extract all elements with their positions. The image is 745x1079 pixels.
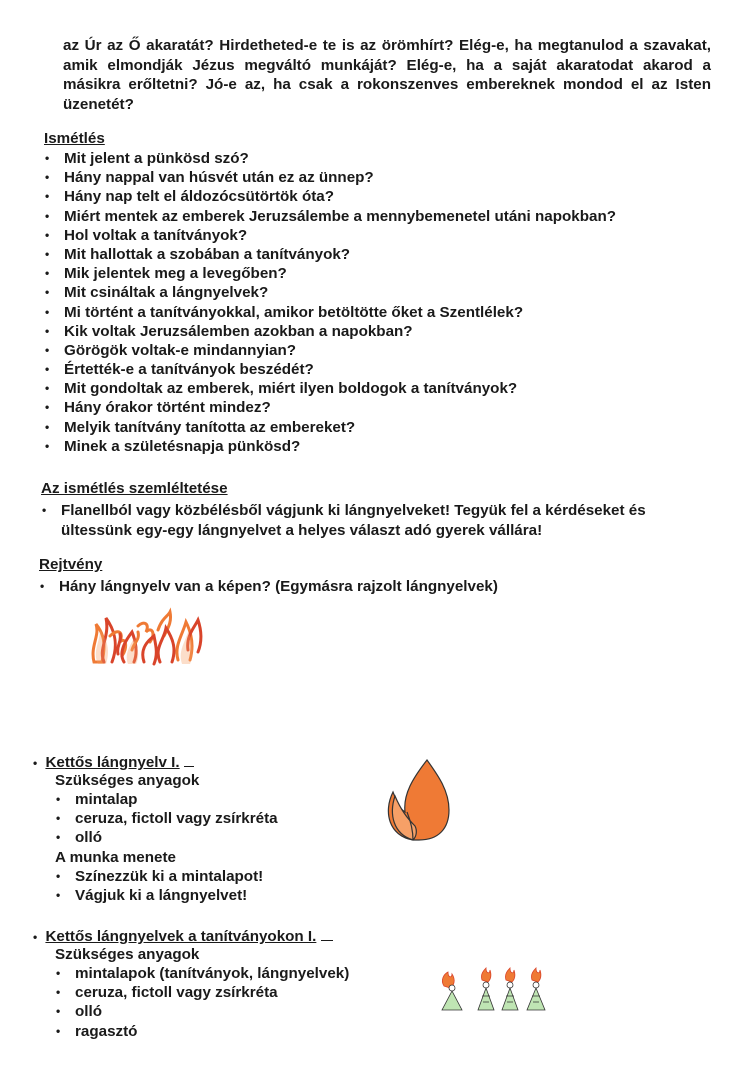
craft1-materials-list — [53, 790, 278, 848]
title-underline — [321, 940, 333, 941]
review-question-text: Hol voltak a tanítványok? — [64, 226, 248, 244]
bullet: • — [56, 966, 61, 980]
review-question — [42, 207, 616, 226]
illustration-item — [39, 501, 711, 540]
material-item — [53, 809, 278, 828]
review-question — [42, 437, 616, 456]
bullet: • — [45, 323, 50, 338]
material-item-text: ragasztó — [75, 1022, 138, 1040]
material-item — [53, 828, 278, 847]
review-question — [42, 168, 616, 187]
puzzle-title: Rejtvény — [39, 556, 103, 573]
review-question — [42, 245, 616, 264]
title-underline — [184, 766, 194, 767]
review-question-text: Értették-e a tanítványok beszédét? — [64, 361, 314, 379]
overlapping-flames-image — [88, 606, 206, 668]
material-item — [53, 1022, 349, 1041]
bullet: • — [45, 189, 50, 204]
material-item-text: ceruza, fictoll vagy zsírkréta — [75, 984, 278, 1002]
disciple-2 — [478, 968, 494, 1010]
bullet: • — [56, 811, 61, 826]
review-question — [42, 283, 616, 302]
bullet: • — [42, 503, 47, 517]
craft1-steps-list — [53, 867, 263, 905]
illustration-title: Az ismétlés szemléltetése — [41, 480, 228, 497]
craft2-materials-heading: Szükséges anyagok — [55, 946, 200, 963]
bullet: • — [56, 869, 61, 883]
review-question-text: Mi történt a tanítványokkal, amikor betöltötte őket a Szentlélek? — [64, 303, 524, 321]
review-question — [42, 264, 616, 283]
material-item-text: mintalap — [75, 791, 138, 808]
review-question-text: Mit gondoltak az emberek, miért ilyen boldogok a tanítványok? — [64, 380, 518, 398]
bullet: • — [45, 400, 50, 415]
review-question — [42, 149, 616, 168]
review-question-text: Mik jelentek meg a levegőben? — [64, 265, 287, 283]
bullet: • — [56, 985, 61, 1000]
review-question-text: Melyik tanítvány tanította az embereket? — [64, 418, 356, 436]
review-question-text: Mit csináltak a lángnyelvek? — [64, 284, 269, 302]
craft1-materials-heading: Szükséges anyagok — [55, 772, 200, 789]
bullet: • — [45, 208, 50, 223]
material-item — [53, 790, 278, 809]
bullet: • — [45, 151, 50, 165]
bullet: • — [56, 792, 61, 806]
bullet: • — [33, 756, 38, 770]
review-question — [42, 418, 616, 437]
review-question-list — [42, 149, 616, 456]
bullet: • — [56, 830, 61, 845]
craft1-steps-heading: A munka menete — [55, 849, 176, 866]
craft2-materials-list — [53, 964, 349, 1041]
review-question — [42, 341, 616, 360]
disciple-4 — [527, 968, 545, 1010]
bullet: • — [45, 266, 50, 281]
review-question-text: Hány nap telt el áldozócsütörtök óta? — [64, 188, 335, 206]
step-item — [53, 886, 263, 905]
material-item — [53, 1002, 349, 1021]
material-item-text: ceruza, fictoll vagy zsírkréta — [75, 810, 278, 828]
review-question-text: Mit hallottak a szobában a tanítványok? — [64, 245, 351, 263]
disciple-1 — [442, 972, 462, 1010]
bullet: • — [56, 1023, 61, 1038]
review-question-text: Mit jelent a pünkösd szó? — [64, 150, 249, 167]
bullet: • — [45, 362, 50, 377]
review-question-text: Kik voltak Jeruzsálemben azokban a napokban? — [64, 322, 413, 340]
review-question — [42, 187, 616, 206]
double-flame-image — [383, 756, 455, 842]
bullet: • — [45, 438, 50, 453]
material-item-text: olló — [75, 829, 102, 847]
review-question — [42, 322, 616, 341]
bullet: • — [40, 579, 45, 593]
bullet: • — [45, 170, 50, 185]
bullet: • — [56, 1004, 61, 1019]
bullet: • — [33, 930, 38, 944]
review-question — [42, 226, 616, 245]
review-question-text: Minek a születésnapja pünkösd? — [64, 437, 301, 455]
material-item — [53, 964, 349, 983]
craft2-title-text: Kettős lángnyelvek a tanítványokon I. — [45, 928, 317, 945]
bullet: • — [45, 227, 50, 242]
disciple-3 — [502, 968, 518, 1010]
step-item-text: Színezzük ki a mintalapot! — [75, 868, 264, 885]
bullet: • — [45, 285, 50, 300]
craft1-title-text: Kettős lángnyelv I. — [45, 754, 180, 771]
material-item — [53, 983, 349, 1002]
material-item-text: olló — [75, 1003, 102, 1021]
review-question — [42, 398, 616, 417]
intro-paragraph: az Úr az Ő akaratát? Hirdetheted-e te is az örömhírt? Elég-e, ha megtanulod a szavakat, amik elmondják Jézus megváltó munkáját? Elég-e, ha a saját akaratodat akarod a másikra erőltetni? Jó-e az, ha csak a rokonszenves embereknek mondod el az Isten üzenetét? — [63, 37, 711, 113]
review-question — [42, 303, 616, 322]
illustration-text: Flanellból vagy közbélésből vágjunk ki lángnyelveket! Tegyük fel a kérdéseket és ültessünk egy-egy lángnyelvet a helyes választ adó gyerek vállára! — [61, 502, 646, 539]
bullet: • — [45, 246, 50, 261]
review-question-text: Miért mentek az emberek Jeruzsálembe a mennybemenetel utáni napokban? — [64, 207, 617, 225]
review-question — [42, 379, 616, 398]
craft2-title — [33, 927, 333, 947]
craft1-title — [33, 753, 194, 773]
puzzle-item — [37, 577, 709, 596]
step-item-text: Vágjuk ki a lángnyelvet! — [75, 887, 248, 905]
bullet: • — [45, 381, 50, 396]
bullet: • — [45, 342, 50, 357]
bullet: • — [45, 419, 50, 434]
review-question-text: Görögök voltak-e mindannyian? — [64, 341, 297, 359]
bullet: • — [45, 304, 50, 319]
review-question-text: Hány nappal van húsvét után ez az ünnep? — [64, 169, 374, 187]
bullet: • — [56, 888, 61, 903]
review-question-text: Hány órakor történt mindez? — [64, 399, 271, 417]
puzzle-text: Hány lángnyelv van a képen? (Egymásra rajzolt lángnyelvek) — [59, 578, 498, 595]
material-item-text: mintalapok (tanítványok, lángnyelvek) — [75, 965, 350, 982]
review-title: Ismétlés — [44, 130, 105, 147]
review-question — [42, 360, 616, 379]
step-item — [53, 867, 263, 886]
disciples-with-flames-image — [436, 966, 546, 1016]
